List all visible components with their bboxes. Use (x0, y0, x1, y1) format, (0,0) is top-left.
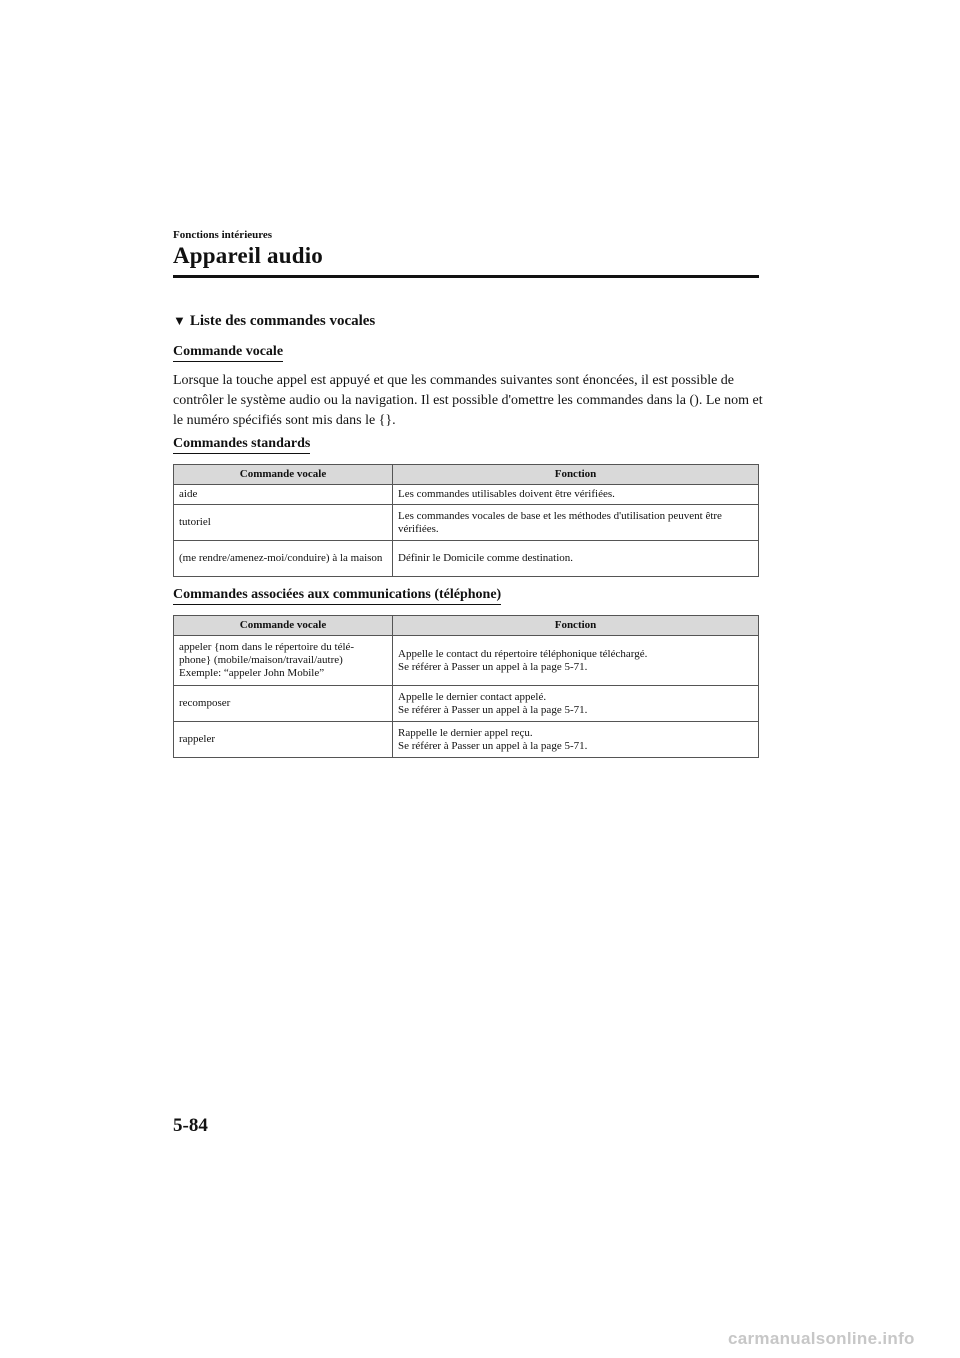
column-header-function: Fonction (393, 616, 759, 636)
table-row (174, 722, 759, 758)
table-row (174, 636, 759, 686)
command-cell: (me rendre/amenez-moi/conduire) à la maison (174, 541, 393, 577)
communication-commands-heading: Commandes associées aux communications (téléphone) (173, 587, 501, 605)
function-cell: Appelle le contact du répertoire téléphonique téléchargé. Se référer à Passer un appel à la page 5-71. (393, 636, 759, 686)
table-row (174, 541, 759, 577)
command-cell: aide (174, 485, 393, 505)
watermark: carmanualsonline.info (728, 1329, 915, 1348)
subsection-title-text: Liste des commandes vocales (189, 313, 376, 329)
page-number: 5-84 (173, 1115, 208, 1136)
command-cell: recomposer (174, 686, 393, 722)
function-cell: Appelle le dernier contact appelé. Se référer à Passer un appel à la page 5-71. (393, 686, 759, 722)
table-row (174, 686, 759, 722)
function-cell: Les commandes utilisables doivent être vérifiées. (393, 485, 759, 505)
subsection-title (173, 313, 375, 330)
function-cell: Définir le Domicile comme destination. (393, 541, 759, 577)
command-cell: appeler {nom dans le répertoire du télé- phone} (mobile/maison/travail/autre) Exemple: “appeler John Mobile” (174, 636, 393, 686)
table-row (174, 505, 759, 541)
column-header-function: Fonction (393, 465, 759, 485)
command-cell: tutoriel (174, 505, 393, 541)
title-divider (173, 275, 759, 278)
standard-commands-table (173, 464, 759, 577)
column-header-command: Commande vocale (174, 465, 393, 485)
communication-commands-table (173, 615, 759, 758)
command-cell: rappeler (174, 722, 393, 758)
function-cell: Les commandes vocales de base et les méthodes d'utilisation peuvent être vérifiées. (393, 505, 759, 541)
intro-paragraph: Lorsque la touche appel est appuyé et que les commandes suivantes sont énoncées, il est possible de contrôler le système audio ou la navigation. Il est possible d'omettre les commandes dans la (). Le nom et le numéro spécifiés sont mis dans le {}. (173, 373, 763, 428)
column-header-command: Commande vocale (174, 616, 393, 636)
page-title: Appareil audio (173, 243, 323, 268)
triangle-down-icon: ▼ (173, 313, 186, 328)
standard-commands-heading: Commandes standards (173, 436, 310, 454)
section-label: Fonctions intérieures (173, 229, 273, 241)
voice-command-heading: Commande vocale (173, 344, 283, 362)
table-row (174, 485, 759, 505)
function-cell: Rappelle le dernier appel reçu. Se référer à Passer un appel à la page 5-71. (393, 722, 759, 758)
